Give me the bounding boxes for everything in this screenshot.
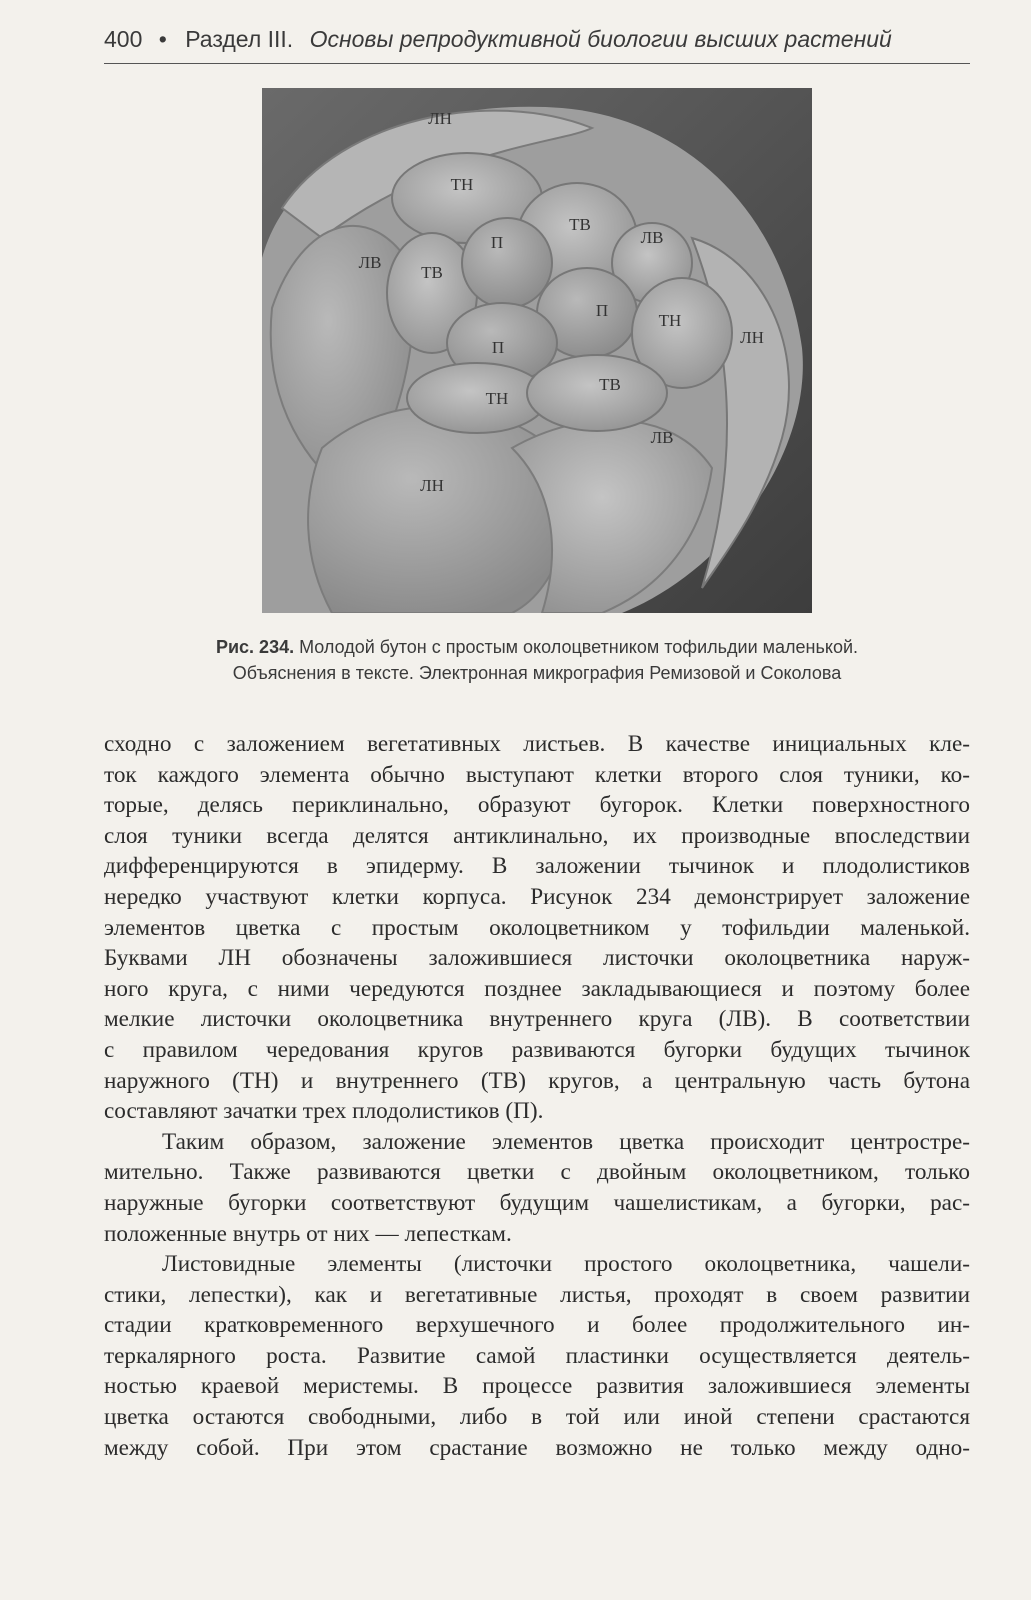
text-line: мительно. Также развиваются цветки с двойным околоцветником, только xyxy=(104,1159,970,1186)
caption-text-1: Молодой бутон с простым околоцветником тофильдии маленькой. xyxy=(299,637,859,657)
caption-line-2: Объяснения в тексте. Электронная микрография Ремизовой и Соколова xyxy=(232,663,842,683)
fig-label-3: ТВ xyxy=(569,215,591,234)
fig-label-11: ЛН xyxy=(740,328,764,347)
text-line: дифференцируются в эпидерму. В заложении тычинок и плодолистиков xyxy=(104,853,970,880)
text-line: наружного (ТН) и внутреннего (ТВ) кругов, а центральную часть бутона xyxy=(104,1067,970,1094)
body-text xyxy=(104,729,970,1463)
text-line: наружные бугорки соответствуют будущим чашелистикам, а бугорки, рас- xyxy=(104,1189,970,1216)
fig-label-6: ТВ xyxy=(421,263,443,282)
text-line: мелкие листочки околоцветника внутреннего круга (ЛВ). В соответствии xyxy=(104,1006,970,1033)
header-bullet: • xyxy=(158,26,167,52)
fig-label-2: ТН xyxy=(450,175,474,194)
text-line: цветка остаются свободными, либо в той или иной степени срастаются xyxy=(104,1404,970,1431)
text-line: теркалярного роста. Развитие самой пластинки осуществляется деятель- xyxy=(104,1342,970,1369)
fig-label-9: П xyxy=(491,338,505,357)
text-line: составляют зачатки трех плодолистиков (П). xyxy=(104,1098,544,1125)
text-line: стики, лепестки), как и вегетативные листья, проходят в своем развитии xyxy=(104,1281,970,1308)
text-line: ностью краевой меристемы. В процессе развития заложившиеся элементы xyxy=(104,1373,970,1400)
fig-label-4: ЛВ xyxy=(640,228,664,247)
fig-label-7: П xyxy=(490,233,504,252)
text-line: с правилом чередования кругов развиваются бугорки будущих тычинок xyxy=(104,1036,970,1063)
text-line: торые, делясь периклинально, образуют бугорок. Клетки поверхностного xyxy=(104,792,970,819)
text-line: между собой. При этом срастание возможно не только между одно- xyxy=(104,1434,970,1461)
figure-caption xyxy=(104,634,970,686)
text-line: Буквами ЛН обозначены заложившиеся листочки околоцветника наруж- xyxy=(104,945,970,972)
micrograph-figure xyxy=(262,88,812,613)
running-header xyxy=(104,26,970,53)
section-label: Раздел III. xyxy=(185,26,294,52)
text-line: стадии кратковременного верхушечного и более продолжительного ин- xyxy=(104,1312,970,1339)
text-line: сходно с заложением вегетативных листьев. В качестве инициальных кле- xyxy=(104,731,970,757)
section-title: Основы репродуктивной биологии высших растений xyxy=(309,26,892,52)
fig-label-1: ЛН xyxy=(428,109,452,128)
fig-label-10: ТН xyxy=(658,311,682,330)
fig-label-8: П xyxy=(595,301,609,320)
text-line: Таким образом, заложение элементов цветка происходит центростре- xyxy=(162,1128,970,1155)
text-line: слоя туники всегда делятся антиклинально, их производные впоследствии xyxy=(104,822,970,849)
fig-label-15: ЛН xyxy=(420,476,444,495)
fig-label-13: ТВ xyxy=(599,375,621,394)
text-line: ток каждого элемента обычно выступают клетки второго слоя туники, ко- xyxy=(104,761,970,788)
fig-label-5: ЛВ xyxy=(358,253,382,272)
text-line: положенные внутрь от них — лепесткам. xyxy=(104,1220,512,1247)
caption-line-1 xyxy=(104,634,970,660)
fig-label-14: ЛВ xyxy=(650,428,674,447)
micrograph-image xyxy=(262,88,812,613)
text-line: Листовидные элементы (листочки простого околоцветника, чашели- xyxy=(162,1251,970,1278)
caption-label: Рис. 234. xyxy=(215,637,295,657)
text-line: ного круга, с ними чередуются позднее закладывающиеся и поэтому более xyxy=(104,975,970,1002)
header-rule xyxy=(104,63,970,64)
fig-label-12: ТН xyxy=(485,389,509,408)
text-line: элементов цветка с простым околоцветником у тофильдии маленькой. xyxy=(104,914,970,941)
page-number: 400 xyxy=(104,26,143,52)
text-line: нередко участвуют клетки корпуса. Рисунок 234 демонстрирует заложение xyxy=(104,883,970,910)
